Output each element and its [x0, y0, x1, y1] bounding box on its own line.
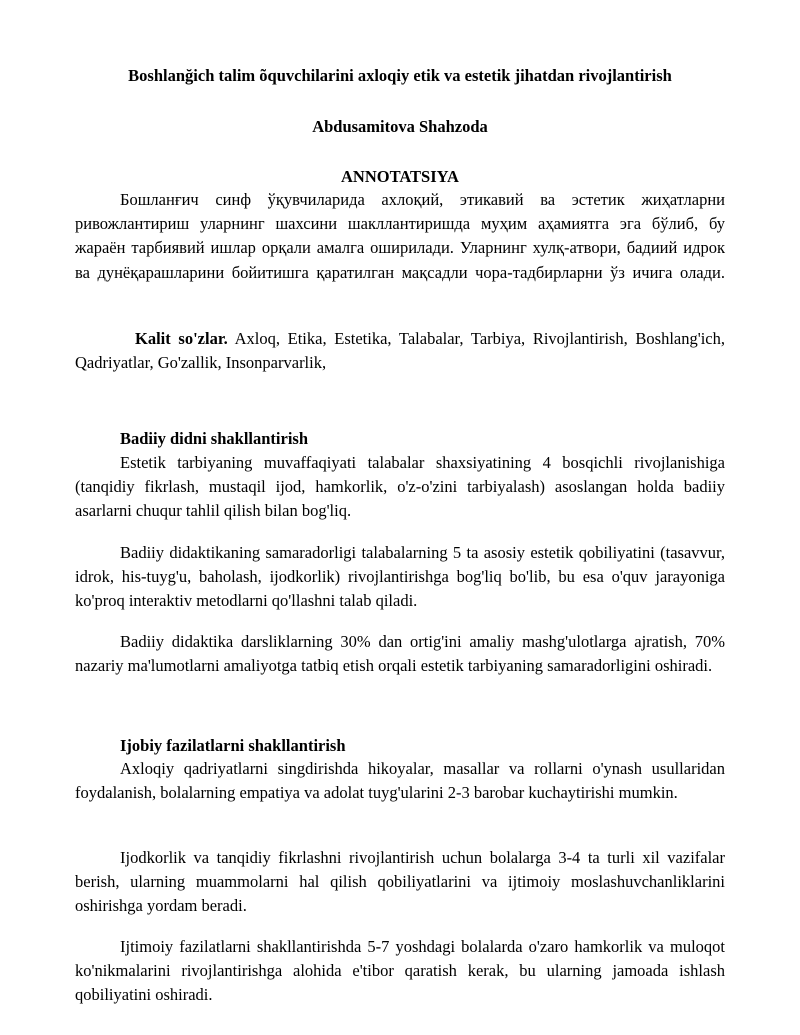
section-2-paragraph-3: Ijtimoiy fazilatlarni shakllantirishda 5-7 yoshdagi bolalarda o'zaro hamkorlik va muloqot ko'nikmalarini rivojlantirishga alohida e'tibor qaratish kerak, bu ularning jamoada ishlash qobiliyatini oshiradi. — [75, 937, 725, 1005]
section-1-paragraph-3: Badiiy didaktika darsliklarning 30% dan ortig'ini amaliy mashg'ulotlarga ajratish, 70% nazariy ma'lumotlarni amaliyotga tatbiq etish orqali estetik tarbiyaning samaradorligini oshiradi. — [75, 632, 725, 676]
author-name: Abdusamitova Shahzoda — [312, 117, 488, 136]
keywords-text: Axloq, Etika, Estetika, Talabalar, Tarbiya, Rivojlantirish, Boshlang'ich, Qadriyatlar, Go'zallik, Insonparvarlik, — [75, 329, 725, 373]
keywords-paragraph — [75, 327, 725, 375]
section-heading-ijobiy-fazilatlar: Ijobiy fazilatlarni shakllantirish — [120, 736, 346, 755]
annotation-text: Бошланғич синф ўқувчиларида ахлоқий, этикавий ва эстетик жиҳатларни ривожлантириш уларнинг шахсини шакллантиришда муҳим аҳамиятга эга бўлиб, бу жараён тарбиявий ишлар орқали амалга оширилади. Уларнинг хулқ-атвори, бадиий идрок ва дунёқарашларини бойитишга қаратилган мақсадли чора-тадбирларни ўз ичига олади. — [75, 190, 725, 282]
annotation-heading: ANNOTATSIYA — [341, 167, 459, 186]
section-2-paragraph-1: Axloqiy qadriyatlarni singdirishda hikoyalar, masallar va rollarni o'ynash usullaridan foydalanish, bolalarning empatiya va adolat tuyg'ularini 2-3 barobar kuchaytirishi mumkin. — [75, 759, 725, 803]
section-1-paragraph-2: Badiiy didaktikaning samaradorligi talabalarning 5 ta asosiy estetik qobiliyatini (tasavvur, idrok, his-tuyg'u, baholash, ijodkorlik) rivojlantirishga bog'liq bo'lib, bu esa o'quv jarayoniga ko'proq interaktiv metodlarni qo'llashni talab qiladi. — [75, 543, 725, 611]
section-heading-badiiy-did: Badiiy didni shakllantirish — [120, 429, 309, 448]
keywords-label: Kalit so'zlar. — [135, 329, 228, 348]
section-2-paragraph-2: Ijodkorlik va tanqidiy fikrlashni rivojlantirish uchun bolalarga 3-4 ta turli xil vazifalar berish, ularning muammolarni hal qilish qobiliyatlarini va ijtimoiy moslashuvchanliklarini oshirishga yordam beradi. — [75, 848, 725, 916]
section-1-paragraph-1: Estetik tarbiyaning muvaffaqiyati talabalar shaxsiyatining 4 bosqichli rivojlanishiga (tanqidiy fikrlash, mustaqil ijod, hamkorlik, o'z-o'zini tarbiyalash) asoslangan holda badiiy asarlarni chuqur tahlil qilish bilan bog'liq. — [75, 453, 725, 521]
paper-title: Boshlanğich talim õquvchilarini axloqiy etik va estetik jihatdan rivojlantirish — [128, 66, 672, 85]
